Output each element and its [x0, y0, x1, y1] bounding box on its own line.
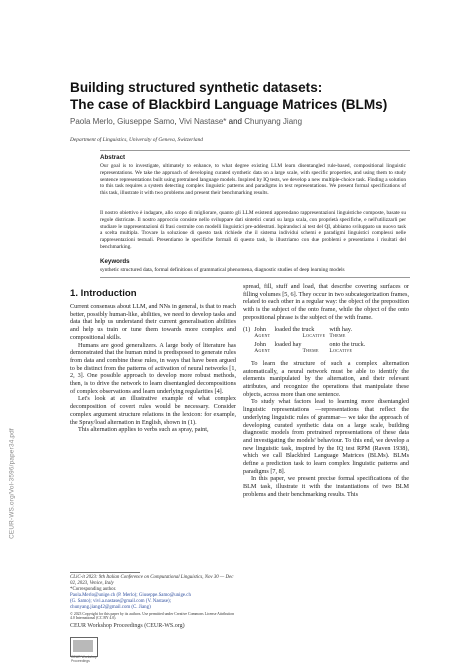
- intro-paragraph-r1: spread, fill, stuff and load, that describe covering surfaces or filling volumes [5, 6]. They occur in two subcategorization frames, related to each other in a regular way: the object of the preposition with is the subject of the onto frame, while the object of the onto prepositional phrase is the subject of the with frame.: [243, 283, 409, 321]
- author-2: Giuseppe Samo: [117, 117, 175, 126]
- intro-paragraph-r2: To learn the structure of such a complex alternation automatically, a neural network must be able to identify the elements manipulated by the alternation, and their relevant attributes, and recognize the operations that manipulate these objects, across more than one sentence.: [243, 359, 409, 398]
- author-4: Chunyang Jiang: [244, 117, 303, 126]
- footnote-license: © 2023 Copyright for this paper by its authors. Use permitted under Creative Commons License Attribution 4.0 International (CC BY 4.0).: [70, 611, 235, 621]
- intro-paragraph-r4: In this paper, we present precise formal specifications of the BLM task, illustrate it with the instantiations of two BLM problems and their benchmarking results. This: [243, 475, 409, 498]
- footnote-corresponding: *Corresponding author.: [70, 587, 117, 593]
- section-heading-introduction: 1. Introduction: [70, 288, 137, 299]
- author-1: Paola Merlo: [70, 117, 113, 126]
- intro-paragraph-4: This alternation applies to verbs such as spray, paint,: [78, 426, 209, 434]
- paper-title: [70, 79, 430, 113]
- ceur-logo: [70, 637, 98, 663]
- example-role: Locative: [302, 333, 326, 340]
- footnote-ceur[interactable]: CEUR Workshop Proceedings (CEUR-WS.org): [70, 622, 185, 629]
- intro-paragraph-1: Current consensus about LLM, and NNs in general, is that to reach better, possibly human-like, abilities, we need to develop tasks and data that help us understand their current generalisation abilities and help us train or tune them towards more complex and compositional skills.: [70, 303, 236, 341]
- example-cell: John: [254, 325, 266, 333]
- footnote-emails-1[interactable]: Paola.Merlo@unige.ch (P. Merlo); Giuseppe.Samo@unige.ch: [70, 593, 191, 599]
- example-cell: onto the truck.: [329, 340, 366, 348]
- ceur-logo-text: CEUR Workshop Proceedings: [71, 655, 97, 663]
- abstract-italian: Il nostro obiettivo è indagare, allo scopo di migliorare, quanto gli LLM esistenti apprendano rappresentazioni linguistiche composte, basate su regole districate. Il nostro approccio consiste nello sviluppare dati sintetici curati su larga scala, con proprietà specifiche, e nell'utilizzarli per studiare le rappresentazioni di frasi costruite con modelli linguistici pre-addestrati. Ispirandoci ai test del QI, abbiamo sviluppato un nuovo task a scelta multipla. Trovare la soluzione di questo task richiede che il sistema individui schemi e paradigmi linguistici complessi nelle rappresentazioni testuali. Presentiamo le specifiche formali di questo task, lo illustriamo con due problemi e presentiamo i risultati del benchmarking.: [100, 210, 406, 250]
- right-column: [243, 283, 409, 499]
- keywords-bottom-rule: [100, 277, 410, 278]
- example-role: Locative: [329, 348, 353, 355]
- abstract-top-rule: [100, 150, 410, 151]
- sidebar-url[interactable]: [2, 340, 16, 640]
- example-role: Agent: [254, 348, 271, 355]
- example-number: (1): [243, 325, 251, 333]
- example-cell: loaded hay: [274, 340, 302, 348]
- keywords-heading: Keywords: [100, 258, 130, 265]
- title-line-2: The case of Blackbird Language Matrices (BLMs): [70, 97, 388, 112]
- abstract-heading: Abstract: [100, 154, 126, 161]
- footnote-conference: CLiC-it 2023: 9th Italian Conference on Computational Linguistics, Nov 30 — Dec 02, 2023, Venice, Italy: [70, 575, 234, 587]
- author-3: Vivi Nastase*: [178, 117, 227, 126]
- example-role: Agent: [254, 333, 271, 340]
- footnote-emails-2[interactable]: (G. Samo); vivi.a.nastase@gmail.com (V. Nastase);: [70, 599, 171, 605]
- intro-paragraph-2: Humans are good generalizers. A large body of literature has demonstrated that the human mind is predisposed to generate rules from data and combine these rules, in ways that have been argued to be distinct from the patterns of activation of neural networks [1, 2, 3]. One possible approach to develop more robust methods, then, is to drive the network to learn disentangled decompositions of complex observations and learn underlying regularities [4].: [70, 341, 236, 395]
- left-column: [70, 303, 236, 434]
- affiliation: Department of Linguistics, University of Geneva, Switzerland: [70, 137, 203, 143]
- abstract-english: Our goal is to investigate, ultimately to enhance, to what degree existing LLM learn disentangled rule-based, compositional linguistic representations. We take the approach of developing curated synthetic data on a large scale, with specific properties, and using them to study sentence representations built using pretrained language models. Inspired by IQ tests, we develop a new multiple-choice task. Finding a solution to this task requires a system detecting complex linguistic patterns and paradigms in text representations. We present formal specifications of this task, illustrate it with two problems and present their benchmarking results.: [100, 163, 406, 197]
- ceur-logo-graphic: [73, 640, 93, 652]
- example-cell: John: [254, 340, 266, 348]
- example-1: [243, 326, 409, 356]
- example-role: Theme: [302, 348, 319, 355]
- author-and: and: [228, 117, 242, 126]
- example-cell: loaded the truck: [274, 325, 315, 333]
- author-list: Paola Merlo, Giuseppe Samo, Vivi Nastase* and Chunyang Jiang: [70, 117, 303, 126]
- example-role: Theme: [329, 333, 346, 340]
- example-cell: with hay.: [329, 325, 353, 333]
- footnotes: [70, 575, 236, 629]
- footnote-emails-3[interactable]: chunyang.jiang42@gmail.com (C. Jiang): [70, 605, 151, 611]
- keywords-text: synthetic structured data, formal definitions of grammatical phenomena, diagnostic studies of deep learning models: [100, 267, 345, 273]
- intro-paragraph-3: Let's look at an illustrative example of what complex decomposition of covert rules would be necessary. Consider complex argument structure relations in the lexicon: for example, the Spray/load alternation in English, shown in (1).: [70, 395, 236, 426]
- title-line-1: Building structured synthetic datasets:: [70, 80, 323, 95]
- sidebar-url-text: CEUR-WS.org/Vol-3596/paper34.pdf: [8, 428, 16, 539]
- footnote-rule: [70, 572, 140, 573]
- intro-paragraph-r3: To study what factors lead to learning more disentangled linguistic representations —representations that reflect the underlying linguistic rules of grammar— we take the approach of developing curated synthetic data on a large scale, building diagnostic models from pretrained representations of these data and investigating the models' behaviour. To this end, we develop a new linguistic task, inspired by the IQ test RPM (Raven 1938), which we call Blackbird Language Matrices (BLMs). BLMs define a prediction task to learn complex linguistic patterns and paradigms [7, 8].: [243, 398, 409, 475]
